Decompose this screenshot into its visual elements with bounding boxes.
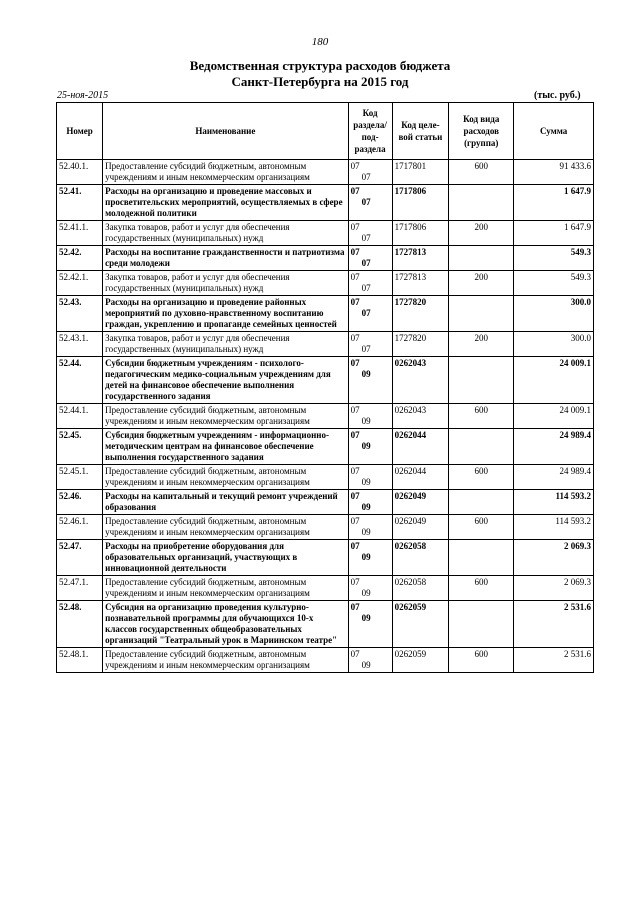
row-name: Предоставление субсидий бюджетным, автономным учреждениям и иным некоммерческим организациям <box>103 648 348 673</box>
table-row <box>57 540 594 576</box>
row-sum: 2 531.6 <box>514 648 594 673</box>
row-sum: 2 531.6 <box>514 601 594 648</box>
row-sum: 114 593.2 <box>514 490 594 515</box>
title-line-1: Ведомственная структура расходов бюджета <box>189 58 451 73</box>
table-row <box>57 404 594 429</box>
row-article-code: 0262044 <box>392 429 449 465</box>
row-article-code: 1727820 <box>392 332 449 357</box>
row-name: Субсидия бюджетным учреждениям - информационно-методическим центрам на финансовое обеспечение выполнения государственного задания <box>103 429 348 465</box>
subsection-code: 07 <box>361 344 371 354</box>
header-name: Наименование <box>103 103 348 160</box>
table-row <box>57 246 594 271</box>
row-article-code: 0262044 <box>392 465 449 490</box>
row-article-code: 1727820 <box>392 296 449 332</box>
page-number: 180 <box>311 36 329 48</box>
row-expense-type <box>449 429 514 465</box>
section-code: 07 <box>350 649 360 659</box>
row-name: Субсидия на организацию проведения культурно-познавательной программы для обучающихся 10-х классов государственных общеобразовательных организаций "Театральный урок в Мариинском театре" <box>103 601 348 648</box>
row-expense-type <box>449 185 514 221</box>
row-expense-type <box>449 540 514 576</box>
row-number: 52.42.1. <box>57 271 103 296</box>
row-section-code <box>348 404 392 429</box>
row-section-code <box>348 332 392 357</box>
row-sum: 24 989.4 <box>514 429 594 465</box>
subsection-code: 07 <box>361 233 371 243</box>
subsection-code: 09 <box>361 441 371 451</box>
subsection-code: 09 <box>361 613 371 623</box>
row-article-code: 1727813 <box>392 271 449 296</box>
row-sum: 91 433.6 <box>514 160 594 185</box>
table-header-row <box>57 103 594 160</box>
row-expense-type: 200 <box>449 271 514 296</box>
row-article-code: 0262049 <box>392 515 449 540</box>
row-sum: 549.3 <box>514 271 594 296</box>
row-article-code: 0262059 <box>392 601 449 648</box>
header-type: Код вида расходов (группа) <box>449 103 514 160</box>
row-sum: 300.0 <box>514 296 594 332</box>
row-section-code <box>348 515 392 540</box>
row-name: Предоставление субсидий бюджетным, автономным учреждениям и иным некоммерческим организациям <box>103 515 348 540</box>
row-expense-type: 600 <box>449 515 514 540</box>
row-number: 52.40.1. <box>57 160 103 185</box>
row-expense-type <box>449 246 514 271</box>
row-section-code <box>348 576 392 601</box>
subsection-code: 07 <box>361 197 371 207</box>
row-name: Расходы на организацию и проведение районных мероприятий по духовно-нравственному воспитанию граждан, укреплению и пропаганде семейных ценностей <box>103 296 348 332</box>
header-article: Код целе- вой статьи <box>392 103 449 160</box>
row-article-code: 0262043 <box>392 357 449 404</box>
subsection-code: 09 <box>361 369 371 379</box>
table-row <box>57 271 594 296</box>
document-date: 25-ноя-2015 <box>57 90 109 101</box>
row-sum: 24 009.1 <box>514 357 594 404</box>
table-row <box>57 160 594 185</box>
document-title <box>0 58 640 90</box>
row-expense-type: 600 <box>449 648 514 673</box>
table-row <box>57 601 594 648</box>
row-number: 52.42. <box>57 246 103 271</box>
subsection-code: 09 <box>361 552 371 562</box>
row-sum: 114 593.2 <box>514 515 594 540</box>
budget-table <box>56 102 594 673</box>
row-expense-type: 600 <box>449 160 514 185</box>
row-sum: 549.3 <box>514 246 594 271</box>
row-number: 52.48.1. <box>57 648 103 673</box>
row-section-code <box>348 429 392 465</box>
row-sum: 24 989.4 <box>514 465 594 490</box>
row-section-code <box>348 465 392 490</box>
row-name: Предоставление субсидий бюджетным, автономным учреждениям и иным некоммерческим организациям <box>103 576 348 601</box>
header-number: Номер <box>57 103 103 160</box>
subsection-code: 07 <box>361 308 371 318</box>
subsection-code: 09 <box>361 527 371 537</box>
section-code: 07 <box>350 333 360 343</box>
section-code: 07 <box>350 516 360 526</box>
row-name: Закупка товаров, работ и услуг для обеспечения государственных (муниципальных) нужд <box>103 221 348 246</box>
row-number: 52.45.1. <box>57 465 103 490</box>
row-expense-type: 600 <box>449 465 514 490</box>
table-row <box>57 576 594 601</box>
row-section-code <box>348 185 392 221</box>
row-section-code <box>348 601 392 648</box>
section-code: 07 <box>350 247 360 257</box>
row-name: Предоставление субсидий бюджетным, автономным учреждениям и иным некоммерческим организациям <box>103 404 348 429</box>
row-name: Расходы на организацию и проведение массовых и просветительских мероприятий, осуществляемых в сфере молодежной политики <box>103 185 348 221</box>
row-name: Предоставление субсидий бюджетным, автономным учреждениям и иным некоммерческим организациям <box>103 465 348 490</box>
row-article-code: 0262043 <box>392 404 449 429</box>
row-article-code: 0262049 <box>392 490 449 515</box>
subsection-code: 07 <box>361 258 371 268</box>
row-expense-type <box>449 601 514 648</box>
table-row <box>57 648 594 673</box>
row-number: 52.47. <box>57 540 103 576</box>
section-code: 07 <box>350 602 360 612</box>
row-section-code <box>348 271 392 296</box>
table-row <box>57 332 594 357</box>
section-code: 07 <box>350 541 360 551</box>
subsection-code: 09 <box>361 502 371 512</box>
row-number: 52.43.1. <box>57 332 103 357</box>
section-code: 07 <box>350 297 360 307</box>
row-section-code <box>348 648 392 673</box>
row-number: 52.41. <box>57 185 103 221</box>
subsection-code: 07 <box>361 172 371 182</box>
row-number: 52.47.1. <box>57 576 103 601</box>
row-number: 52.46. <box>57 490 103 515</box>
row-name: Расходы на приобретение оборудования для образовательных организаций, участвующих в инновационной деятельности <box>103 540 348 576</box>
row-number: 52.44.1. <box>57 404 103 429</box>
row-expense-type: 600 <box>449 404 514 429</box>
row-sum: 24 009.1 <box>514 404 594 429</box>
subsection-code: 09 <box>361 660 371 670</box>
table-row <box>57 221 594 246</box>
row-sum: 2 069.3 <box>514 576 594 601</box>
section-code: 07 <box>350 466 360 476</box>
row-article-code: 1717806 <box>392 221 449 246</box>
row-expense-type: 200 <box>449 332 514 357</box>
row-number: 52.41.1. <box>57 221 103 246</box>
section-code: 07 <box>350 430 360 440</box>
section-code: 07 <box>350 577 360 587</box>
row-sum: 1 647.9 <box>514 221 594 246</box>
section-code: 07 <box>350 186 360 196</box>
row-section-code <box>348 357 392 404</box>
row-name: Закупка товаров, работ и услуг для обеспечения государственных (муниципальных) нужд <box>103 271 348 296</box>
row-name: Субсидии бюджетным учреждениям - психолого-педагогическим медико-социальным учреждениям для детей на финансовое обеспечение выполнения государственного задания <box>103 357 348 404</box>
row-number: 52.45. <box>57 429 103 465</box>
subsection-code: 09 <box>361 588 371 598</box>
header-section: Код раздела/ под- раздела <box>348 103 392 160</box>
section-code: 07 <box>350 405 360 415</box>
table-row <box>57 296 594 332</box>
row-article-code: 0262058 <box>392 576 449 601</box>
table-row <box>57 429 594 465</box>
row-number: 52.48. <box>57 601 103 648</box>
section-code: 07 <box>350 222 360 232</box>
row-article-code: 0262059 <box>392 648 449 673</box>
row-section-code <box>348 490 392 515</box>
row-number: 52.46.1. <box>57 515 103 540</box>
row-expense-type: 600 <box>449 576 514 601</box>
table-row <box>57 515 594 540</box>
row-section-code <box>348 296 392 332</box>
row-name: Закупка товаров, работ и услуг для обеспечения государственных (муниципальных) нужд <box>103 332 348 357</box>
row-article-code: 1727813 <box>392 246 449 271</box>
row-article-code: 1717806 <box>392 185 449 221</box>
row-name: Расходы на капитальный и текущий ремонт учреждений образования <box>103 490 348 515</box>
units-label: (тыс. руб.) <box>534 90 581 101</box>
section-code: 07 <box>350 491 360 501</box>
row-sum: 1 647.9 <box>514 185 594 221</box>
row-article-code: 1717801 <box>392 160 449 185</box>
table-row <box>57 357 594 404</box>
table-row <box>57 465 594 490</box>
section-code: 07 <box>350 358 360 368</box>
row-section-code <box>348 221 392 246</box>
table-row <box>57 490 594 515</box>
title-line-2: Санкт-Петербурга на 2015 год <box>231 74 409 89</box>
section-code: 07 <box>350 161 360 171</box>
subsection-code: 07 <box>361 283 371 293</box>
row-expense-type <box>449 490 514 515</box>
row-number: 52.44. <box>57 357 103 404</box>
row-sum: 2 069.3 <box>514 540 594 576</box>
subsection-code: 09 <box>361 477 371 487</box>
row-expense-type <box>449 357 514 404</box>
row-article-code: 0262058 <box>392 540 449 576</box>
row-section-code <box>348 540 392 576</box>
row-expense-type: 200 <box>449 221 514 246</box>
table-row <box>57 185 594 221</box>
subsection-code: 09 <box>361 416 371 426</box>
row-section-code <box>348 246 392 271</box>
row-expense-type <box>449 296 514 332</box>
row-section-code <box>348 160 392 185</box>
header-sum: Сумма <box>514 103 594 160</box>
row-sum: 300.0 <box>514 332 594 357</box>
row-name: Расходы на воспитание гражданственности и патриотизма среди молодежи <box>103 246 348 271</box>
row-number: 52.43. <box>57 296 103 332</box>
row-name: Предоставление субсидий бюджетным, автономным учреждениям и иным некоммерческим организациям <box>103 160 348 185</box>
section-code: 07 <box>350 272 360 282</box>
